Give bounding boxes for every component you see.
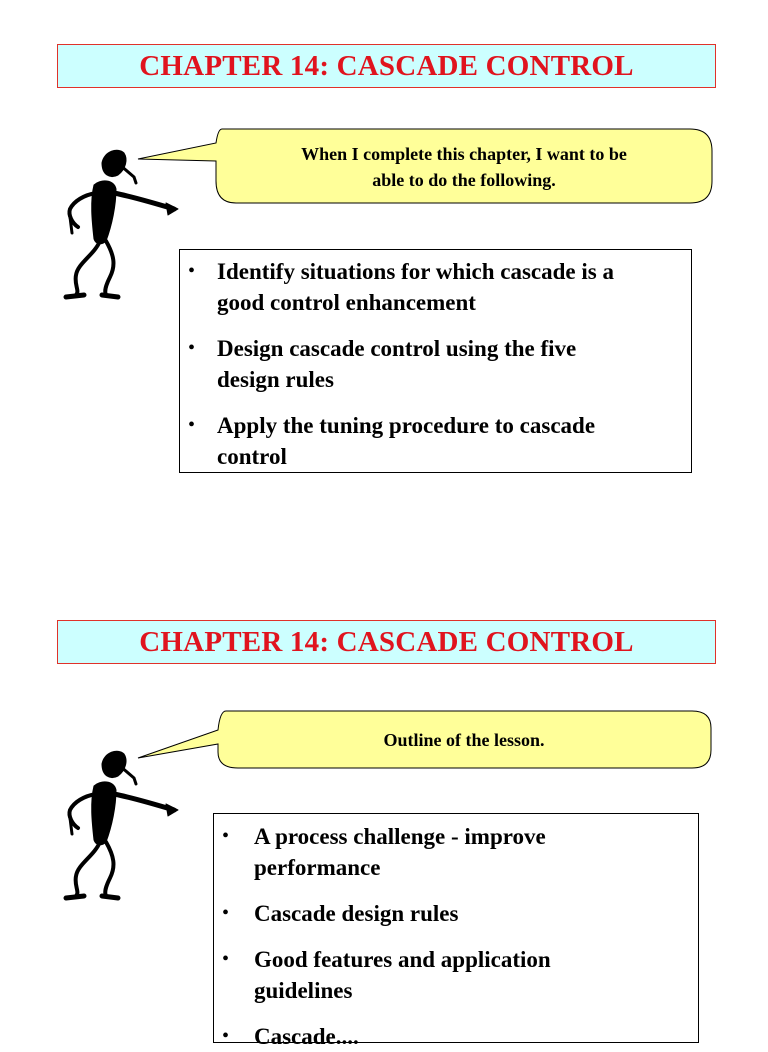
speech-bubble-line: able to do the following. [372, 170, 556, 190]
outline-list [222, 821, 690, 1052]
objectives-box [179, 249, 692, 473]
list-item-line: Apply the tuning procedure to cascade [217, 413, 596, 438]
bullet-icon: • [188, 260, 196, 282]
list-item-line: Cascade design rules [254, 901, 459, 926]
list-item-line: design rules [217, 367, 334, 392]
bullet-icon: • [188, 414, 196, 436]
list-item-line: performance [254, 855, 381, 880]
objectives-list [188, 256, 683, 472]
list-item-line: guidelines [254, 978, 353, 1003]
slide-title: CHAPTER 14: CASCADE CONTROL [139, 625, 634, 658]
speech-bubble-line: Outline of the lesson. [383, 730, 545, 750]
list-item-line: Good features and application [254, 947, 551, 972]
slide-title-bar [57, 44, 716, 88]
bullet-icon: • [222, 948, 230, 970]
list-item [222, 944, 690, 1006]
outline-box [213, 813, 699, 1049]
list-item [222, 898, 690, 929]
list-item-line: control [217, 444, 287, 469]
slide-title-bar [57, 620, 716, 664]
list-item-line: Cascade.... [254, 1024, 359, 1049]
list-item [188, 256, 683, 318]
speech-bubble-text [222, 727, 706, 753]
speech-bubble-text [222, 141, 706, 193]
bullet-icon: • [222, 825, 230, 847]
list-item [188, 333, 683, 395]
bullet-icon: • [188, 337, 196, 359]
slide-title: CHAPTER 14: CASCADE CONTROL [139, 49, 634, 82]
list-item [188, 410, 683, 472]
list-item-line: Identify situations for which cascade is a [217, 259, 614, 284]
speech-bubble-line: When I complete this chapter, I want to be [301, 144, 627, 164]
speech-bubble [0, 708, 768, 772]
speech-bubble [0, 125, 768, 207]
list-item-line: A process challenge - improve [254, 824, 546, 849]
slide-2 [0, 576, 768, 1049]
list-item [222, 821, 690, 883]
list-item [222, 1021, 690, 1052]
list-item-line: good control enhancement [217, 290, 476, 315]
bullet-icon: • [222, 1025, 230, 1047]
bullet-icon: • [222, 902, 230, 924]
list-item-line: Design cascade control using the five [217, 336, 577, 361]
